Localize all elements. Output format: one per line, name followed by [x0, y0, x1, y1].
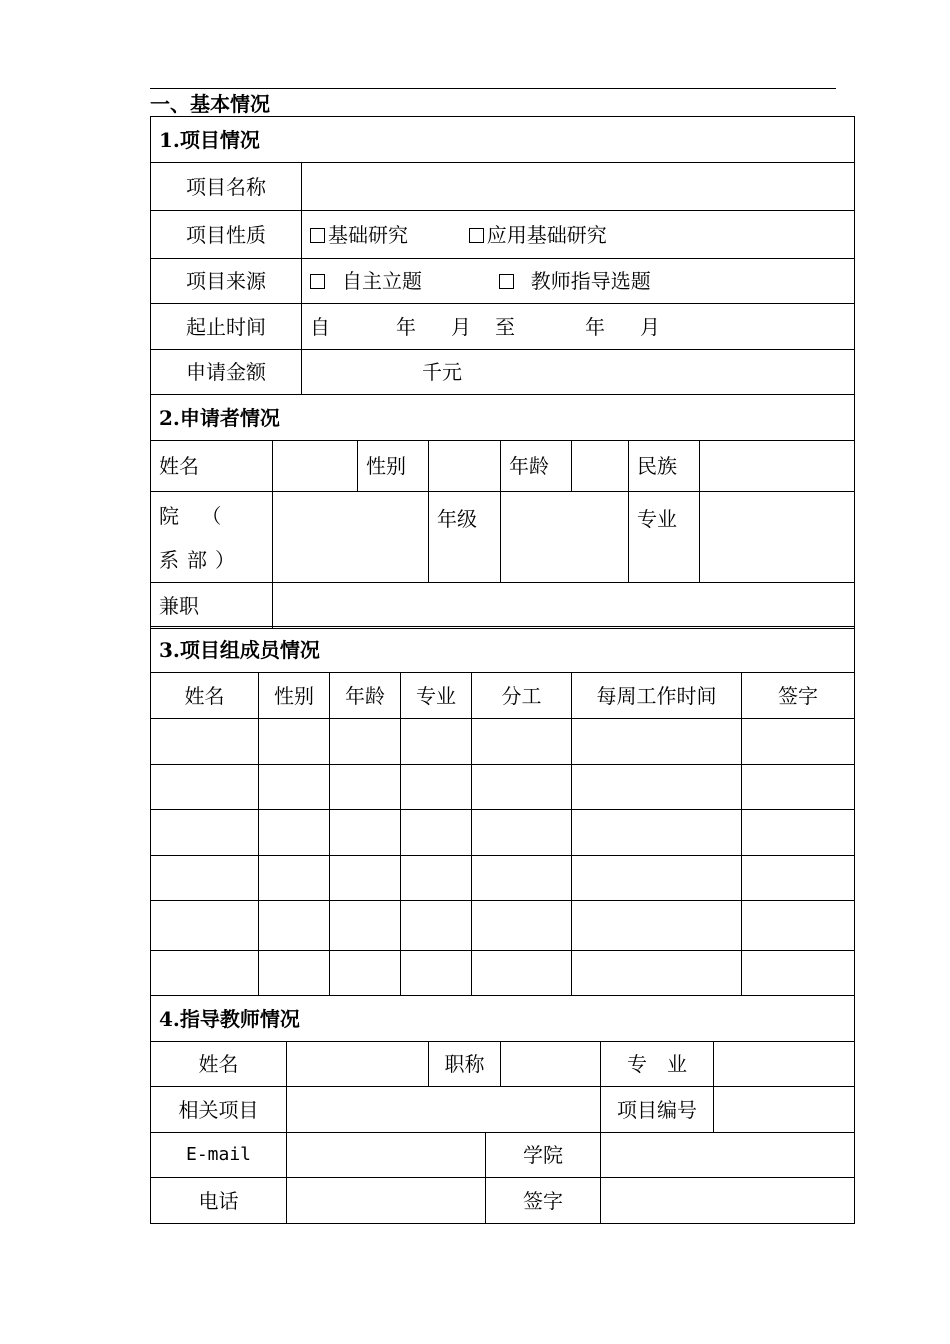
cell[interactable]: [742, 901, 855, 951]
applicant-major-label: 专业: [629, 492, 700, 583]
advisor-major-field[interactable]: [714, 1042, 855, 1087]
cell[interactable]: [401, 951, 472, 996]
email-label: E-mail: [151, 1133, 287, 1178]
cell[interactable]: [259, 719, 330, 765]
top-rule: [150, 88, 836, 89]
amount-unit: 千元: [422, 360, 462, 384]
related-project-label: 相关项目: [151, 1087, 287, 1133]
signature-label: 签字: [486, 1178, 601, 1224]
col-header-signature: 签字: [742, 673, 855, 719]
checkbox-basic-research[interactable]: [310, 228, 325, 243]
time-from: 自: [310, 314, 330, 339]
cell[interactable]: [572, 719, 742, 765]
checkbox-teacher-topic[interactable]: [499, 274, 514, 289]
time-to: 至: [495, 314, 515, 339]
cell[interactable]: [330, 951, 401, 996]
advisor-name-label: 姓名: [151, 1042, 287, 1087]
col-header-weekly-hours: 每周工作时间: [572, 673, 742, 719]
cell[interactable]: [330, 901, 401, 951]
time-range-label: 起止时间: [151, 304, 302, 350]
cell[interactable]: [151, 856, 259, 901]
cell[interactable]: [259, 951, 330, 996]
cell[interactable]: [472, 719, 572, 765]
option-teacher-topic: 教师指导选题: [530, 269, 651, 293]
project-name-field[interactable]: [302, 163, 855, 211]
col-header-division: 分工: [472, 673, 572, 719]
college-field[interactable]: [601, 1133, 855, 1178]
applicant-name-field[interactable]: [273, 441, 358, 492]
applicant-ethnic-field[interactable]: [700, 441, 855, 492]
cell[interactable]: [572, 951, 742, 996]
members-section: [150, 626, 855, 996]
table-row: [151, 951, 855, 996]
applicant-gender-label: 性别: [358, 441, 429, 492]
time-year-2: 年: [585, 314, 605, 339]
applicant-dept-label: 院 （ 系部）: [151, 492, 273, 583]
cell[interactable]: [742, 765, 855, 810]
advisor-section: [150, 995, 855, 1224]
project-nature-label: 项目性质: [151, 211, 302, 259]
cell[interactable]: [472, 810, 572, 856]
applicant-dept-field[interactable]: [273, 492, 429, 583]
table-row: [151, 901, 855, 951]
email-field[interactable]: [287, 1133, 486, 1178]
section-heading: 一、基本情况: [150, 92, 270, 116]
advisor-title-label: 职称: [429, 1042, 501, 1087]
checkbox-applied-basic-research[interactable]: [469, 228, 484, 243]
cell[interactable]: [742, 951, 855, 996]
related-project-field[interactable]: [287, 1087, 601, 1133]
table-row: [151, 810, 855, 856]
advisor-major-label: 专 业: [601, 1042, 714, 1087]
phone-field[interactable]: [287, 1178, 486, 1224]
cell[interactable]: [572, 765, 742, 810]
cell[interactable]: [572, 810, 742, 856]
amount-field[interactable]: [302, 350, 855, 395]
table-row: [151, 856, 855, 901]
section-title: 1.项目情况: [151, 117, 855, 163]
project-number-label: 项目编号: [601, 1087, 714, 1133]
applicant-age-field[interactable]: [572, 441, 629, 492]
cell[interactable]: [472, 901, 572, 951]
cell[interactable]: [151, 901, 259, 951]
table-row: [151, 719, 855, 765]
applicant-age-label: 年龄: [501, 441, 572, 492]
cell[interactable]: [742, 856, 855, 901]
time-month-2: 月: [640, 314, 660, 339]
project-source-label: 项目来源: [151, 259, 302, 304]
signature-field[interactable]: [601, 1178, 855, 1224]
cell[interactable]: [401, 856, 472, 901]
cell[interactable]: [330, 856, 401, 901]
option-self-topic: 自主立题: [342, 269, 422, 293]
cell[interactable]: [151, 719, 259, 765]
cell[interactable]: [572, 901, 742, 951]
section-title: 2.申请者情况: [151, 395, 855, 441]
cell[interactable]: [330, 810, 401, 856]
section-title: 4.指导教师情况: [151, 996, 855, 1042]
cell[interactable]: [472, 765, 572, 810]
amount-label: 申请金额: [151, 350, 302, 395]
time-range-field[interactable]: [302, 304, 855, 350]
applicant-name-label: 姓名: [151, 441, 273, 492]
cell[interactable]: [572, 856, 742, 901]
project-nature-options: [302, 211, 855, 259]
applicant-section: [150, 394, 855, 629]
cell[interactable]: [259, 765, 330, 810]
advisor-title-field[interactable]: [501, 1042, 601, 1087]
cell[interactable]: [151, 951, 259, 996]
project-number-field[interactable]: [714, 1087, 855, 1133]
applicant-parttime-field[interactable]: [273, 583, 855, 629]
cell[interactable]: [742, 719, 855, 765]
cell[interactable]: [401, 765, 472, 810]
cell[interactable]: [330, 765, 401, 810]
applicant-grade-field[interactable]: [501, 492, 629, 583]
cell[interactable]: [401, 901, 472, 951]
cell[interactable]: [151, 810, 259, 856]
cell[interactable]: [472, 856, 572, 901]
cell[interactable]: [259, 856, 330, 901]
cell[interactable]: [401, 810, 472, 856]
time-year-1: 年: [396, 314, 416, 339]
table-row: [151, 765, 855, 810]
option-basic-research: 基础研究: [328, 222, 408, 247]
time-month-1: 月: [451, 314, 471, 339]
project-source-options: [302, 259, 855, 304]
advisor-name-field[interactable]: [287, 1042, 429, 1087]
cell[interactable]: [742, 810, 855, 856]
option-applied-basic-research: 应用基础研究: [486, 222, 607, 247]
cell[interactable]: [401, 719, 472, 765]
cell[interactable]: [472, 951, 572, 996]
applicant-ethnic-label: 民族: [629, 441, 700, 492]
project-name-label: 项目名称: [151, 163, 302, 211]
cell[interactable]: [259, 810, 330, 856]
applicant-gender-field[interactable]: [429, 441, 501, 492]
applicant-grade-label: 年级: [429, 492, 501, 583]
applicant-major-field[interactable]: [700, 492, 855, 583]
applicant-parttime-label: 兼职: [151, 583, 273, 629]
project-info-section: [150, 116, 855, 395]
cell[interactable]: [259, 901, 330, 951]
college-label: 学院: [486, 1133, 601, 1178]
col-header-major: 专业: [401, 673, 472, 719]
cell[interactable]: [330, 719, 401, 765]
section-title: 3.项目组成员情况: [151, 627, 855, 673]
col-header-gender: 性别: [259, 673, 330, 719]
phone-label: 电话: [151, 1178, 287, 1224]
col-header-age: 年龄: [330, 673, 401, 719]
cell[interactable]: [151, 765, 259, 810]
checkbox-self-topic[interactable]: [310, 274, 325, 289]
col-header-name: 姓名: [151, 673, 259, 719]
